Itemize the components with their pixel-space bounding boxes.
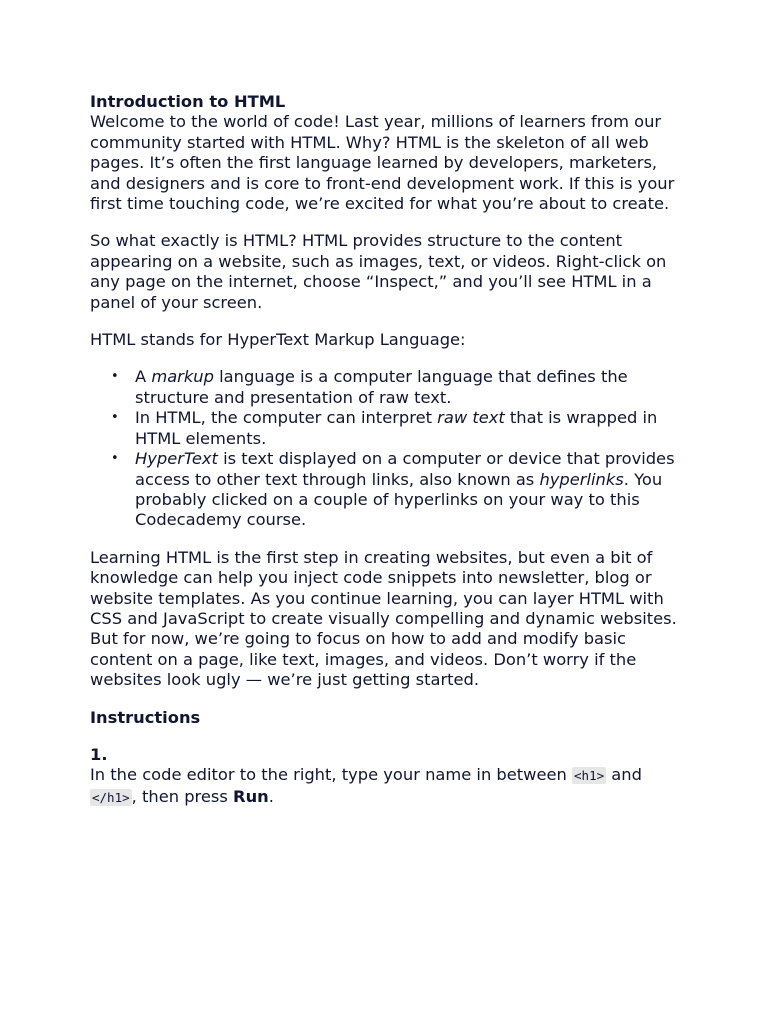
step-number: 1. xyxy=(90,744,108,764)
bullet-icon: • xyxy=(111,410,119,426)
learning-paragraph: Learning HTML is the first step in creating websites, but even a bit of knowledge can help you inject code snippets into newsletter, blog or website templates. As you continue learning, you can layer HTML with CSS and JavaScript to create visually compelling and dynamic websites. But for now, we’re going to focus on how to add and modify basic content on a page, like text, images, and videos. Don’t worry if the websites look ugly — we’re just getting started. xyxy=(90,547,677,690)
intro-paragraph: Welcome to the world of code! Last year, millions of learners from our community started with HTML. Why? HTML is the skeleton of all web pages. It’s often the first language learned by developers, marketers, and designers and is core to front-end development work. If this is your first time touching code, we’re excited for what you’re about to create. xyxy=(90,112,675,214)
page-title: Introduction to HTML xyxy=(90,92,286,111)
definition-list xyxy=(90,367,690,530)
list-item: • HyperText is text displayed on a computer or device that provides access to other text through links, also known as hyperlinks. You probably clicked on a couple of hyperlinks on your way to this Codecademy course. xyxy=(111,449,675,530)
code-h1-close: </h1> xyxy=(92,789,130,805)
stands-for-paragraph: HTML stands for HyperText Markup Language: xyxy=(90,330,466,350)
bullet-icon: • xyxy=(111,369,119,385)
code-h1-open: <h1> xyxy=(574,768,605,784)
what-is-paragraph: So what exactly is HTML? HTML provides structure to the content appearing on a website, such as images, text, or videos. Right-click on any page on the internet, choose “Inspect,” and you’ll see HTML in a panel of your screen. xyxy=(90,231,667,312)
step-instruction: In the code editor to the right, type your name in between <h1> and </h1> , then press Run. xyxy=(90,765,642,806)
list-item: • A markup language is a computer language that defines the structure and presentation of raw text. xyxy=(111,367,628,407)
run-label: Run xyxy=(233,786,269,806)
list-item: • In HTML, the computer can interpret raw text that is wrapped in HTML elements. xyxy=(111,408,658,448)
lesson-content xyxy=(90,92,690,808)
bullet-icon: • xyxy=(111,451,119,467)
instructions-heading: Instructions xyxy=(90,707,201,727)
